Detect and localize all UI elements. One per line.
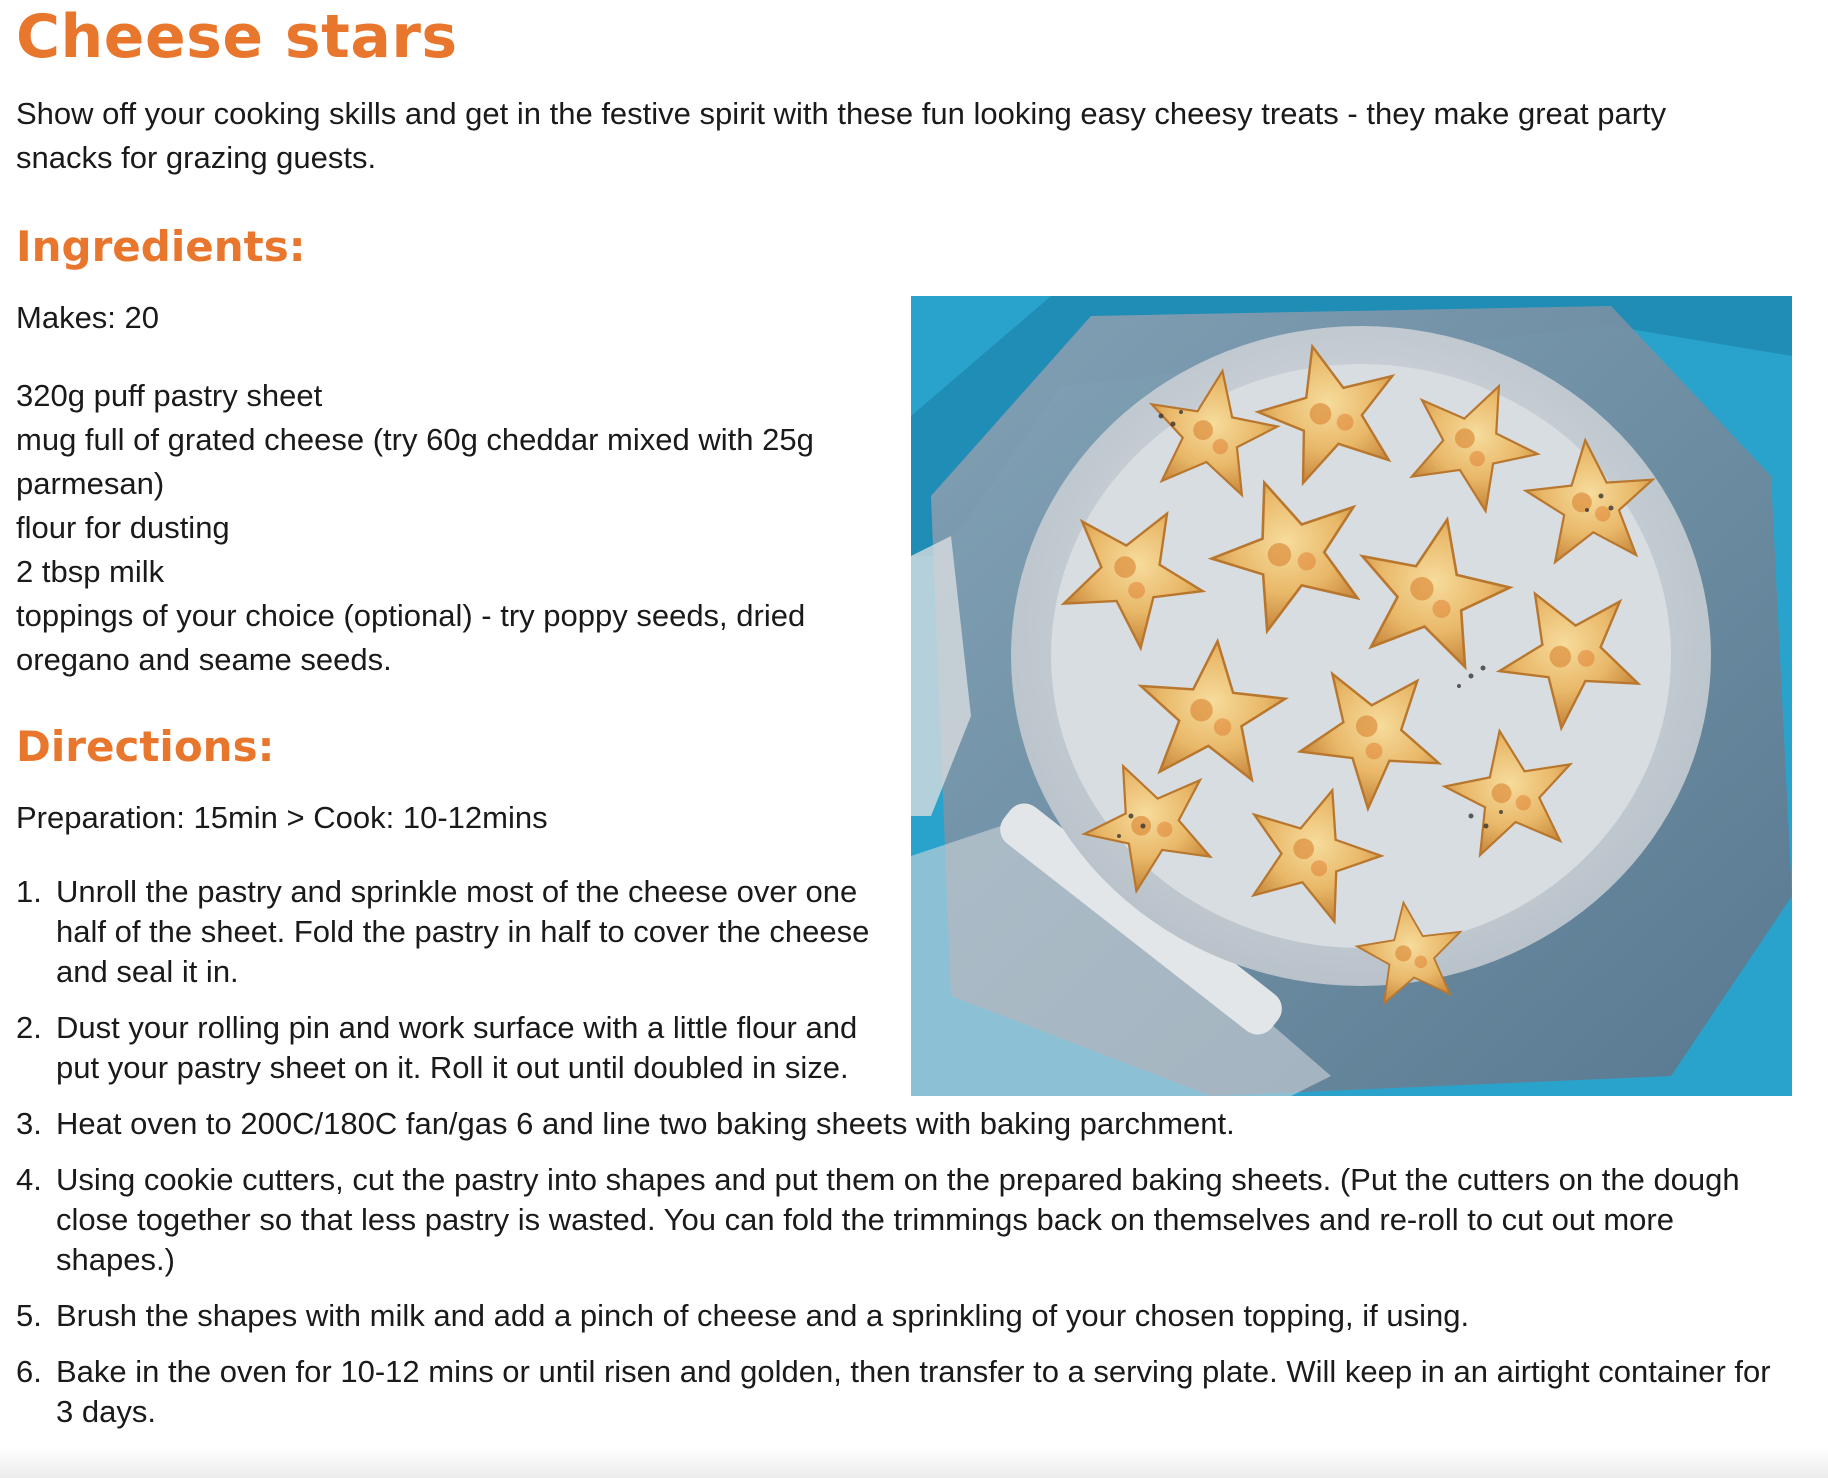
step-text: Using cookie cutters, cut the pastry into shapes and put them on the prepared baking sheets. (Put the cutters on the dough close together so that less pastry is wasted. You can fold the trimmings back on themselves and re-roll to cut out more shapes.) — [56, 1162, 1740, 1277]
step-number: 5. — [16, 1298, 42, 1333]
step-text: Dust your rolling pin and work surface with a little flour and put your pastry sheet on it. Roll it out until doubled in size. — [56, 1010, 858, 1085]
ingredient-item: 320g puff pastry sheet — [16, 378, 323, 413]
step-number: 4. — [16, 1162, 42, 1197]
direction-step — [16, 1160, 1776, 1280]
makes-count: Makes: 20 — [16, 300, 160, 335]
ingredients-heading: Ingredients: — [16, 222, 306, 271]
step-number: 6. — [16, 1354, 42, 1389]
step-number: 2. — [16, 1010, 42, 1045]
directions-heading: Directions: — [16, 722, 275, 771]
step-text: Heat oven to 200C/180C fan/gas 6 and line two baking sheets with baking parchment. — [56, 1106, 1235, 1141]
ingredient-item: mug full of grated cheese (try 60g cheddar mixed with 25g parmesan) — [16, 422, 814, 501]
direction-step — [16, 1104, 1776, 1144]
page-bottom-fade — [0, 1448, 1828, 1478]
ingredient-item: toppings of your choice (optional) - try poppy seeds, dried oregano and seame seeds. — [16, 598, 806, 677]
direction-step — [16, 1296, 1776, 1336]
cheese-stars-illustration — [911, 296, 1792, 1096]
ingredients-list — [16, 374, 876, 682]
step-number: 1. — [16, 874, 42, 909]
ingredient-item: flour for dusting — [16, 510, 230, 545]
step-number: 3. — [16, 1106, 42, 1141]
step-text: Bake in the oven for 10-12 mins or until risen and golden, then transfer to a serving plate. Will keep in an airtight container for 3 days. — [56, 1354, 1771, 1429]
recipe-intro: Show off your cooking skills and get in the festive spirit with these fun looking easy cheesy treats - they make great party snacks for grazing guests. — [16, 96, 1667, 175]
recipe-title: Cheese stars — [16, 2, 458, 72]
direction-step — [16, 1352, 1776, 1432]
cheese-stars-photo — [911, 296, 1792, 1096]
step-text: Brush the shapes with milk and add a pinch of cheese and a sprinkling of your chosen topping, if using. — [56, 1298, 1470, 1333]
timing-info: Preparation: 15min > Cook: 10-12mins — [16, 800, 548, 835]
step-text: Unroll the pastry and sprinkle most of the cheese over one half of the sheet. Fold the pastry in half to cover the cheese and seal it in. — [56, 874, 870, 989]
ingredient-item: 2 tbsp milk — [16, 554, 165, 589]
